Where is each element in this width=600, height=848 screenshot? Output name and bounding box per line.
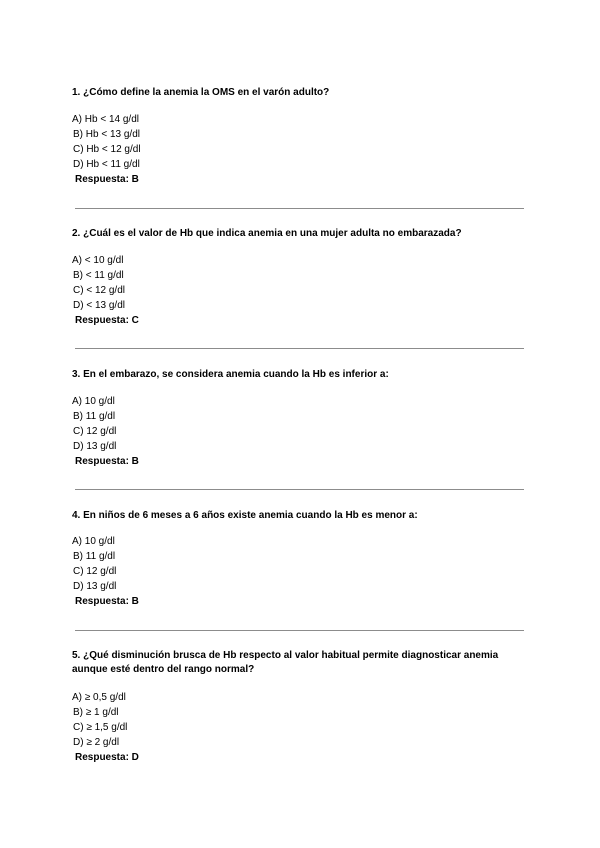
answer: Respuesta: B: [75, 174, 139, 185]
separator-line: [75, 348, 524, 349]
separator-line: [75, 489, 524, 490]
option-c: C) ≥ 1,5 g/dl: [73, 722, 128, 733]
option-a: A) 10 g/dl: [72, 536, 115, 547]
option-b: B) ≥ 1 g/dl: [73, 707, 119, 718]
option-d: D) 13 g/dl: [73, 581, 117, 592]
question-title: 3. En el embarazo, se considera anemia cuando la Hb es inferior a:: [72, 369, 389, 380]
option-a: A) ≥ 0,5 g/dl: [72, 692, 126, 703]
question-title: 4. En niños de 6 meses a 6 años existe anemia cuando la Hb es menor a:: [72, 510, 418, 521]
question-title: 5. ¿Qué disminución brusca de Hb respecto al valor habitual permite diagnosticar anemia aunque esté dentro del rango normal?: [72, 650, 499, 675]
option-b: B) < 11 g/dl: [73, 270, 124, 281]
separator-line: [75, 208, 524, 209]
option-b: B) 11 g/dl: [73, 411, 116, 422]
option-d: D) Hb < 11 g/dl: [73, 159, 140, 170]
option-c: C) < 12 g/dl: [73, 285, 125, 296]
option-a: A) < 10 g/dl: [72, 255, 124, 266]
answer: Respuesta: D: [75, 752, 139, 763]
option-c: C) 12 g/dl: [73, 426, 117, 437]
separator-line: [75, 630, 524, 631]
option-d: D) < 13 g/dl: [73, 300, 125, 311]
option-d: D) 13 g/dl: [73, 441, 117, 452]
answer: Respuesta: B: [75, 596, 139, 607]
question-title: 2. ¿Cuál es el valor de Hb que indica anemia en una mujer adulta no embarazada?: [72, 228, 462, 239]
option-a: A) Hb < 14 g/dl: [72, 114, 139, 125]
option-c: C) Hb < 12 g/dl: [73, 144, 141, 155]
option-c: C) 12 g/dl: [73, 566, 117, 577]
option-b: B) 11 g/dl: [73, 551, 116, 562]
answer: Respuesta: C: [75, 315, 139, 326]
option-d: D) ≥ 2 g/dl: [73, 737, 120, 748]
option-a: A) 10 g/dl: [72, 396, 115, 407]
answer: Respuesta: B: [75, 456, 139, 467]
option-b: B) Hb < 13 g/dl: [73, 129, 140, 140]
question-title: 1. ¿Cómo define la anemia la OMS en el varón adulto?: [72, 87, 330, 98]
